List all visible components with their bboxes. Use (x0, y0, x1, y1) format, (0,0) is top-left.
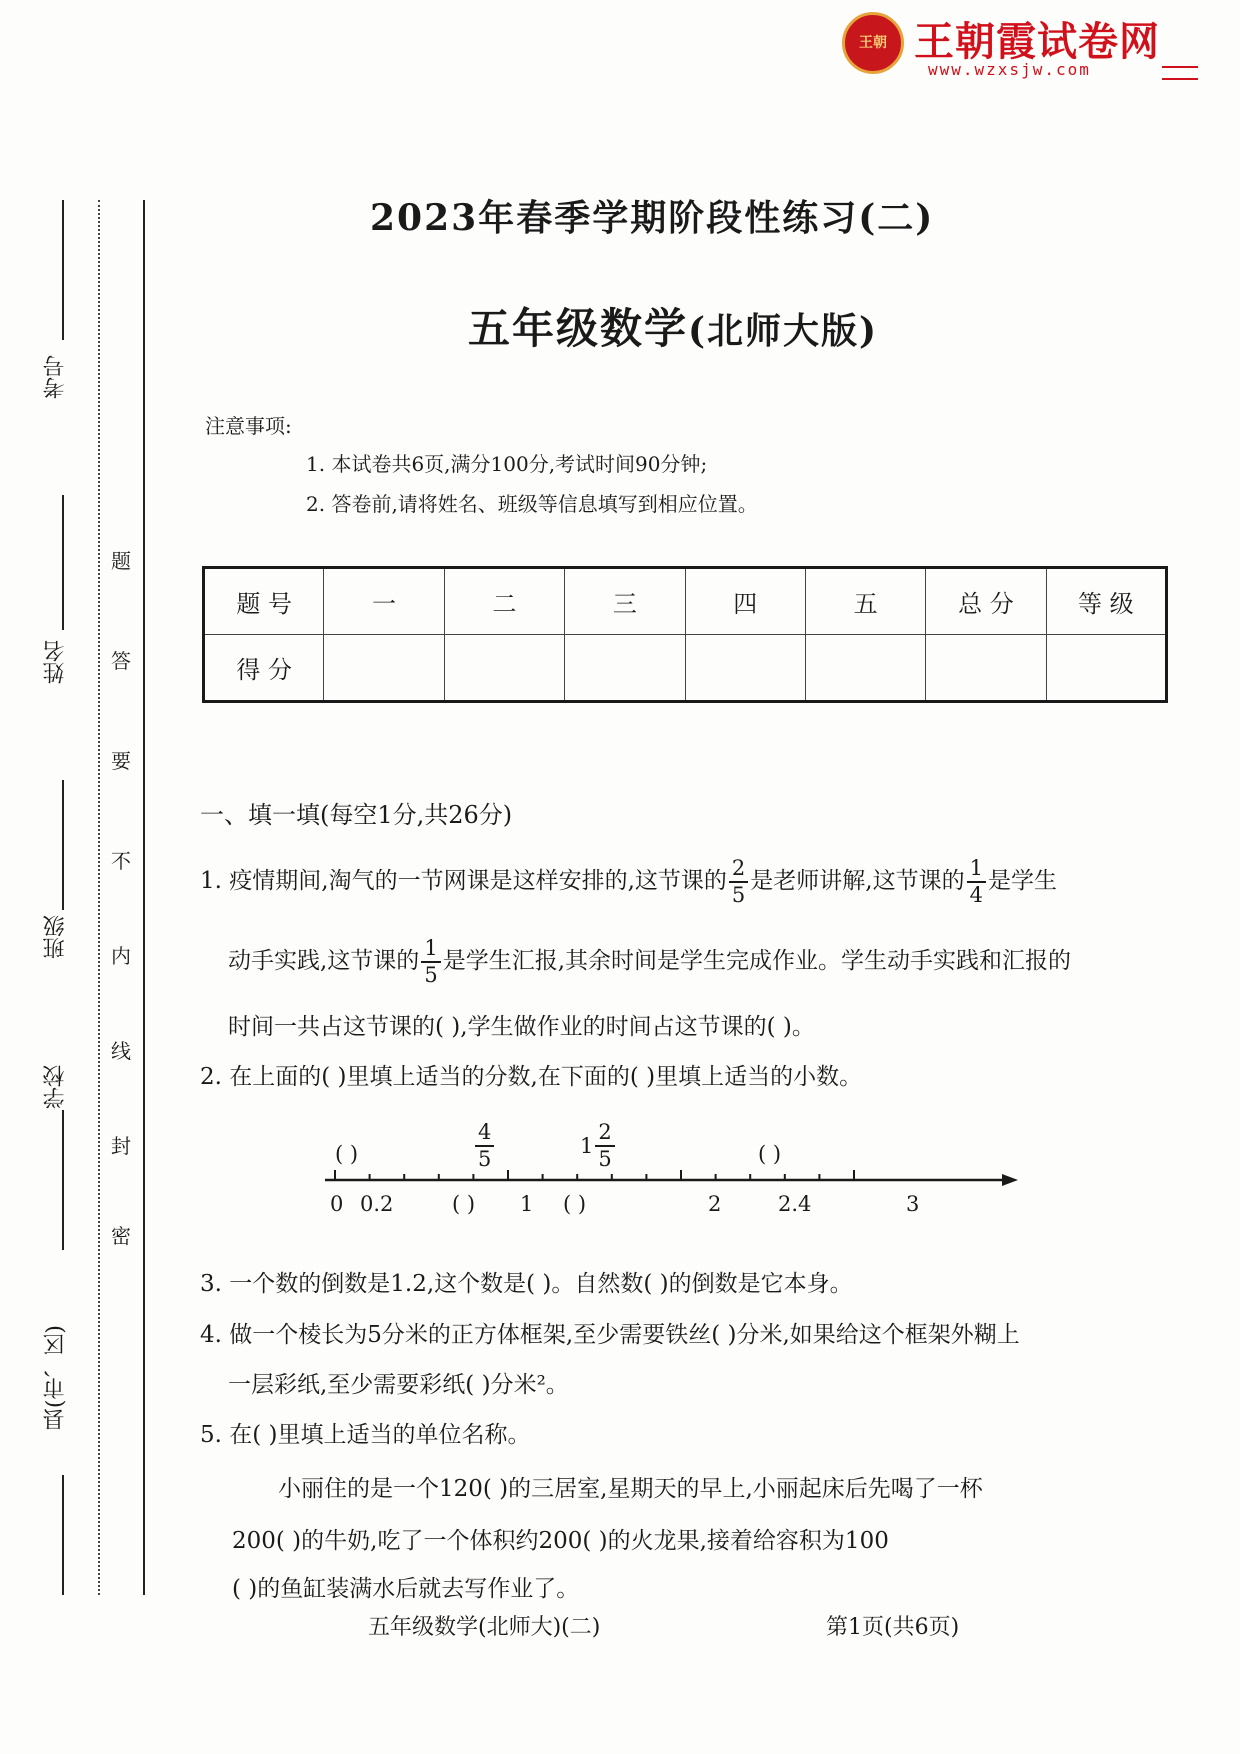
question-1-line-2 (228, 938, 1071, 986)
footer-subject: 五年级数学(北师大)(二) (368, 1615, 601, 1640)
number-line-mixed-fraction-above (580, 1122, 617, 1170)
score-input-cell[interactable] (444, 635, 564, 702)
number-line-blank-above[interactable]: ( ) (335, 1142, 359, 1166)
fraction (595, 1122, 614, 1170)
exam-title: 2023年春季学期阶段性练习(二) (370, 197, 935, 239)
text: 是学生汇报,其余时间是学生完成作业。学生动手实践和汇报的 (442, 948, 1071, 974)
table-cell: 二 (444, 568, 564, 635)
school-underline (62, 1110, 64, 1250)
seal-char: 题 (111, 549, 131, 573)
numerator: 1 (421, 938, 440, 963)
tick-label: 0.2 (360, 1192, 394, 1216)
seal-char: 线 (111, 1039, 131, 1063)
seal-char: 要 (111, 749, 131, 773)
denominator: 5 (424, 963, 438, 987)
question-2[interactable]: 2. 在上面的( )里填上适当的分数,在下面的( )里填上适当的小数。 (200, 1064, 863, 1090)
name-label: 姓名 (43, 640, 68, 684)
denominator: 5 (731, 883, 746, 907)
score-input-cell[interactable] (324, 635, 444, 702)
text: 是老师讲解,这节课的 (750, 868, 965, 894)
number-line-arrow (1002, 1174, 1018, 1186)
table-cell: 总 分 (926, 568, 1046, 635)
denominator: 5 (598, 1147, 612, 1171)
seal-logo-icon: 王朝 (842, 12, 904, 74)
binding-dotted-line (98, 200, 100, 1595)
seal-char: 内 (111, 944, 131, 968)
question-4-line-1[interactable]: 4. 做一个棱长为5分米的正方体框架,至少需要铁丝( )分米,如果给这个框架外糊上 (200, 1322, 1020, 1348)
tick-label: 2 (708, 1192, 722, 1216)
number-line (300, 1150, 1040, 1220)
score-input-cell[interactable] (685, 635, 805, 702)
score-input-cell[interactable] (565, 635, 685, 702)
number-line-blank-above[interactable]: ( ) (758, 1142, 782, 1166)
tick-label: 1 (520, 1192, 534, 1216)
tick-label: 2.4 (778, 1192, 812, 1216)
question-5-line-1: 5. 在( )里填上适当的单位名称。 (200, 1422, 531, 1448)
subject-name: 五年级数学 (468, 304, 689, 353)
county-underline (62, 1475, 64, 1595)
edition-label: (北师大版) (688, 310, 879, 352)
question-3[interactable]: 3. 一个数的倒数是1.2,这个数是( )。自然数( )的倒数是它本身。 (200, 1271, 853, 1297)
school-label: 学校 (43, 1065, 68, 1109)
exam-no-label: 考号 (43, 355, 68, 399)
number-line-ticks (335, 1170, 854, 1180)
question-5-line-3[interactable]: 200( )的牛奶,吃了一个体积约200( )的火龙果,接着给容积为100 (232, 1528, 889, 1554)
numerator: 2 (595, 1122, 614, 1147)
footer-page-number: 第1页(共6页) (826, 1615, 960, 1640)
seal-char: 不 (111, 849, 131, 873)
text: 动手实践,这节课的 (228, 948, 420, 974)
logo-decoration (1162, 66, 1198, 80)
county-label: 县(市、区) (43, 1325, 68, 1431)
question-5-line-4[interactable]: ( )的鱼缸装满水后就去写作业了。 (232, 1576, 580, 1602)
whole-part: 1 (580, 1134, 594, 1158)
table-cell: 等 级 (1046, 568, 1166, 635)
tick-label: 0 (330, 1192, 344, 1216)
question-1-line-3[interactable]: 时间一共占这节课的( ),学生做作业的时间占这节课的( )。 (228, 1014, 815, 1040)
binding-line (143, 200, 145, 1595)
fraction (475, 1122, 494, 1170)
score-input-cell[interactable] (926, 635, 1046, 702)
score-input-cell[interactable] (1046, 635, 1166, 702)
seal-char: 封 (111, 1134, 131, 1158)
table-cell: 五 (805, 568, 925, 635)
subject-title (468, 296, 878, 356)
seal-char: 答 (111, 649, 131, 673)
score-table (202, 566, 1168, 703)
score-input-cell[interactable] (805, 635, 925, 702)
fraction (967, 858, 986, 906)
note-item: 1. 本试卷共6页,满分100分,考试时间90分钟; (306, 452, 708, 476)
table-cell: 题 号 (204, 568, 324, 635)
exam-no-underline (62, 200, 64, 340)
class-label: 班级 (43, 915, 68, 959)
numerator: 1 (967, 858, 986, 883)
numerator: 2 (729, 858, 748, 883)
text: 是学生 (987, 868, 1057, 894)
fraction (421, 938, 440, 986)
question-5-line-2[interactable]: 小丽住的是一个120( )的三居室,星期天的早上,小丽起床后先喝了一杯 (278, 1476, 983, 1502)
table-cell: 四 (685, 568, 805, 635)
score-table-header-row (204, 568, 1167, 635)
note-item: 2. 答卷前,请将姓名、班级等信息填写到相应位置。 (306, 492, 758, 516)
site-logo (842, 10, 1202, 80)
text: 1. 疫情期间,淘气的一节网课是这样安排的,这节课的 (200, 868, 727, 894)
seal-char: 密 (111, 1224, 131, 1248)
notes-heading: 注意事项: (205, 414, 292, 438)
name-underline (62, 495, 64, 630)
table-cell: 得 分 (204, 635, 324, 702)
numerator: 4 (475, 1122, 494, 1147)
score-table-score-row (204, 635, 1167, 702)
class-underline (62, 780, 64, 910)
table-cell: 一 (324, 568, 444, 635)
number-line-blank-below[interactable]: ( ) (452, 1192, 476, 1216)
number-line-fraction-above (473, 1122, 496, 1170)
site-name: 王朝霞试卷网 (914, 19, 1160, 65)
table-cell: 三 (565, 568, 685, 635)
tick-label: 3 (906, 1192, 920, 1216)
denominator: 5 (478, 1147, 492, 1171)
denominator: 4 (969, 883, 983, 907)
section-title: 一、填一填(每空1分,共26分) (200, 801, 513, 829)
fraction (729, 858, 748, 906)
question-4-line-2[interactable]: 一层彩纸,至少需要彩纸( )分米²。 (228, 1372, 569, 1398)
question-1-line-1 (200, 858, 1057, 906)
site-url: www.wzxsjw.com (928, 60, 1091, 79)
number-line-blank-below[interactable]: ( ) (563, 1192, 587, 1216)
